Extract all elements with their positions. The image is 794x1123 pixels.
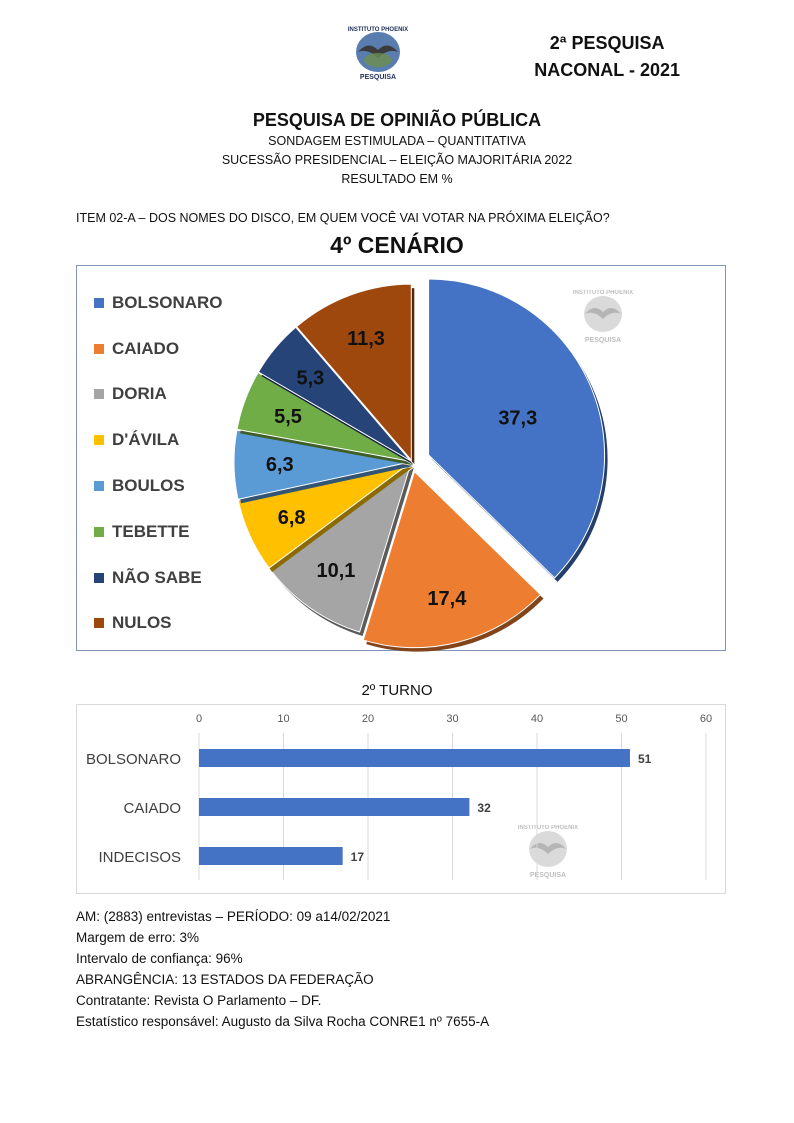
category-label-caiado: CAIADO <box>123 800 181 817</box>
x-tick-label: 10 <box>277 713 290 725</box>
bar-chart-title: 2º TURNO <box>361 682 433 699</box>
legend-label: NULOS <box>112 613 172 633</box>
category-label-indecisos: INDECISOS <box>98 849 181 866</box>
pie-value-label-d-avila: 6,8 <box>277 506 306 529</box>
bar-bolsonaro <box>199 749 630 767</box>
x-tick-label: 40 <box>530 713 544 725</box>
bar-value-label-caiado: 32 <box>477 801 491 815</box>
bar-caiado <box>199 798 469 816</box>
page-title: PESQUISA DE OPINIÃO PÚBLICA <box>252 110 542 130</box>
bar-indecisos <box>199 847 343 865</box>
legend-label: BOULOS <box>112 476 185 496</box>
pie-value-label-bolsonaro: 37,3 <box>498 407 538 430</box>
subtitle-2: SUCESSÃO PRESIDENCIAL – ELEIÇÃO MAJORITÁRIA 2022 <box>221 153 573 167</box>
bar-value-label-bolsonaro: 51 <box>637 752 652 766</box>
x-tick-label: 50 <box>615 713 628 725</box>
svg-text:INSTITUTO PHOENIX: INSTITUTO PHOENIX <box>347 27 409 33</box>
subtitle-3: RESULTADO EM % <box>341 172 453 186</box>
research-line-2: NACONAL - 2021 <box>534 60 680 80</box>
survey-question: ITEM 02-A – DOS NOMES DO DISCO, EM QUEM VOCÊ VAI VOTAR NA PRÓXIMA ELEIÇÃO? <box>76 211 610 225</box>
legend-label: DORIA <box>112 384 167 404</box>
pie-chart-title: 4º CENÁRIO <box>330 232 464 258</box>
research-line-1: 2ª PESQUISA <box>549 33 665 53</box>
legend-label: TEBETTE <box>112 521 190 541</box>
footer-confidence: Intervalo de confiança: 96% <box>76 951 243 966</box>
x-tick-label: 60 <box>699 713 713 725</box>
footer-contractor: Contratante: Revista O Parlamento – DF. <box>76 993 322 1008</box>
legend-label: CAIADO <box>112 338 180 358</box>
svg-text:PESQUISA: PESQUISA <box>529 872 567 879</box>
svg-text:INSTITUTO PHOENIX: INSTITUTO PHOENIX <box>517 825 579 831</box>
legend-label: D'ÁVILA <box>112 430 180 450</box>
pie-value-label-nulos: 11,3 <box>347 328 385 351</box>
pie-value-label-caiado: 17,4 <box>427 587 467 610</box>
legend-label: NÃO SABE <box>112 567 202 587</box>
subtitle-1: SONDAGEM ESTIMULADA – QUANTITATIVA <box>268 134 526 148</box>
pie-value-label-tebette: 5,5 <box>274 406 302 429</box>
svg-text:INSTITUTO PHOENIX: INSTITUTO PHOENIX <box>572 290 634 296</box>
footer-statistician: Estatístico responsável: Augusto da Silva Rocha CONRE1 nº 7655-A <box>76 1014 490 1029</box>
footer-sample: AM: (2883) entrevistas – PERÍODO: 09 a14/02/2021 <box>76 909 391 924</box>
bar-chart <box>0 700 794 900</box>
legend-label: BOLSONARO <box>112 292 223 312</box>
pie-value-label-nao-sabe: 5,3 <box>296 367 325 390</box>
x-tick-label: 30 <box>446 713 459 725</box>
footer-coverage: ABRANGÊNCIA: 13 ESTADOS DA FEDERAÇÃO <box>76 972 374 987</box>
methodology-notes <box>76 906 489 1032</box>
pie-value-label-doria: 10,1 <box>316 560 356 583</box>
bar-value-label-indecisos: 17 <box>350 850 365 864</box>
svg-text:PESQUISA: PESQUISA <box>584 337 622 344</box>
x-tick-label: 20 <box>361 713 375 725</box>
footer-margin: Margem de erro: 3% <box>76 930 200 945</box>
pie-value-label-boulos: 6,3 <box>265 454 294 477</box>
category-label-bolsonaro: BOLSONARO <box>85 751 181 768</box>
x-tick-label: 0 <box>195 713 203 725</box>
svg-text:PESQUISA: PESQUISA <box>359 74 397 81</box>
